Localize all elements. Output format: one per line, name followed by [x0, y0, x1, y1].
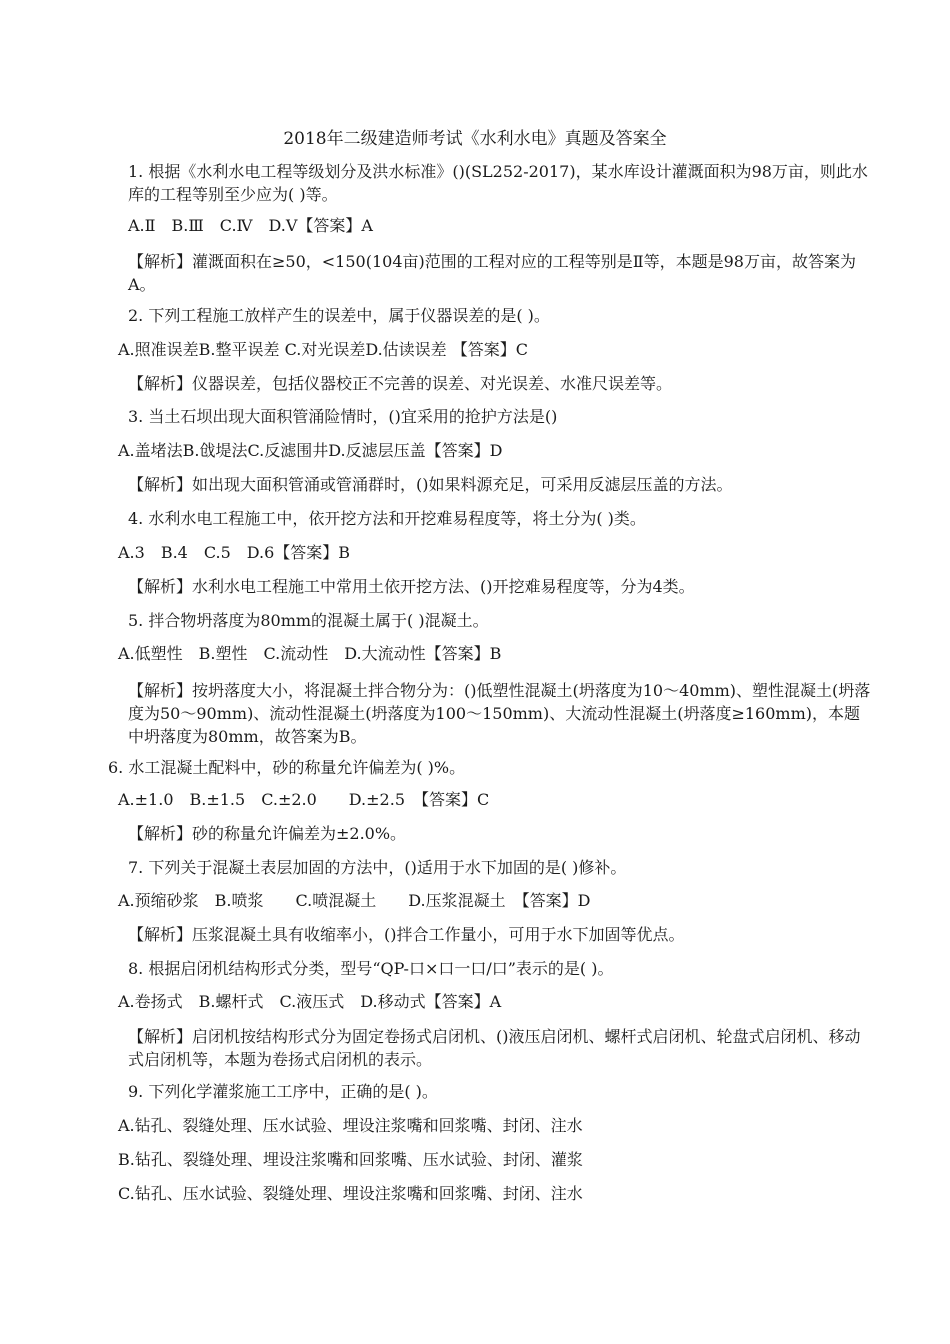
- document-title: 2018年二级建造师考试《水利水电》真题及答案全: [283, 129, 667, 149]
- options-1: A.Ⅱ B.Ⅲ C.Ⅳ D.Ⅴ【答案】A: [128, 216, 373, 235]
- options-8: A.卷扬式 B.螺杆式 C.液压式 D.移动式【答案】A: [118, 992, 502, 1011]
- analysis-4: 【解析】水利水电工程施工中常用土依开挖方法、()开挖难易程度等，分为4类。: [128, 577, 695, 596]
- analysis-3: 【解析】如出现大面积管涌或管涌群时，()如果料源充足，可采用反滤层压盖的方法。: [128, 475, 733, 494]
- question-3: 3. 当土石坝出现大面积管涌险情时，()宜采用的抢护方法是(): [128, 407, 558, 426]
- analysis-1: 【解析】灌溉面积在≥50，<150(104亩)范围的工程对应的工程等别是Ⅱ等，本题是98万亩，故答案为A。: [128, 252, 856, 294]
- question-7: 7. 下列关于混凝土表层加固的方法中，()适用于水下加固的是( )修补。: [128, 858, 627, 877]
- option-9b: B.钻孔、裂缝处理、埋设注浆嘴和回浆嘴、压水试验、封闭、灌浆: [118, 1150, 583, 1169]
- option-9a: A.钻孔、裂缝处理、压水试验、埋设注浆嘴和回浆嘴、封闭、注水: [118, 1116, 583, 1135]
- analysis-8: 【解析】启闭机按结构形式分为固定卷扬式启闭机、()液压启闭机、螺杆式启闭机、轮盘式启闭机、移动式启闭机等，本题为卷扬式启闭机的表示。: [128, 1027, 861, 1069]
- options-6: A.±1.0 B.±1.5 C.±2.0 D.±2.5 【答案】C: [118, 790, 490, 809]
- options-7: A.预缩砂浆 B.喷浆 C.喷混凝土 D.压浆混凝土 【答案】D: [118, 891, 591, 910]
- analysis-5: 【解析】按坍落度大小，将混凝土拌合物分为：()低塑性混凝土(坍落度为10～40mm)、塑性混凝土(坍落度为50～90mm)、流动性混凝土(坍落度为100～150mm)、大流动性混凝土(坍落度≥160mm)，本题中坍落度为80mm，故答案为B。: [128, 681, 871, 746]
- question-6: 6. 水工混凝土配料中，砂的称量允许偏差为( )%。: [108, 758, 466, 777]
- question-9: 9. 下列化学灌浆施工工序中，正确的是( )。: [128, 1082, 438, 1101]
- question-8: 8. 根据启闭机结构形式分类，型号“QP-口×口一口/口”表示的是( )。: [128, 959, 614, 978]
- question-1: 1. 根据《水利水电工程等级划分及洪水标准》()(SL252-2017)，某水库设计灌溉面积为98万亩，则此水库的工程等别至少应为( )等。: [128, 162, 868, 204]
- question-5: 5. 拌合物坍落度为80mm的混凝土属于( )混凝土。: [128, 611, 489, 630]
- question-2: 2. 下列工程施工放样产生的误差中，属于仪器误差的是( )。: [128, 306, 550, 325]
- analysis-6: 【解析】砂的称量允许偏差为±2.0%。: [128, 824, 407, 843]
- analysis-2: 【解析】仪器误差，包括仪器校正不完善的误差、对光误差、水准尺误差等。: [128, 374, 673, 393]
- question-4: 4. 水利水电工程施工中，依开挖方法和开挖难易程度等，将土分为( )类。: [128, 509, 646, 528]
- option-9c: C.钻孔、压水试验、裂缝处理、埋设注浆嘴和回浆嘴、封闭、注水: [118, 1184, 583, 1203]
- options-3: A.盖堵法B.戗堤法C.反滤围井D.反滤层压盖【答案】D: [118, 441, 503, 460]
- analysis-7: 【解析】压浆混凝土具有收缩率小，()拌合工作量小，可用于水下加固等优点。: [128, 925, 685, 944]
- options-4: A.3 B.4 C.5 D.6【答案】B: [118, 543, 351, 562]
- options-5: A.低塑性 B.塑性 C.流动性 D.大流动性【答案】B: [118, 644, 502, 663]
- options-2: A.照准误差B.整平误差 C.对光误差D.估读误差 【答案】C: [118, 340, 529, 359]
